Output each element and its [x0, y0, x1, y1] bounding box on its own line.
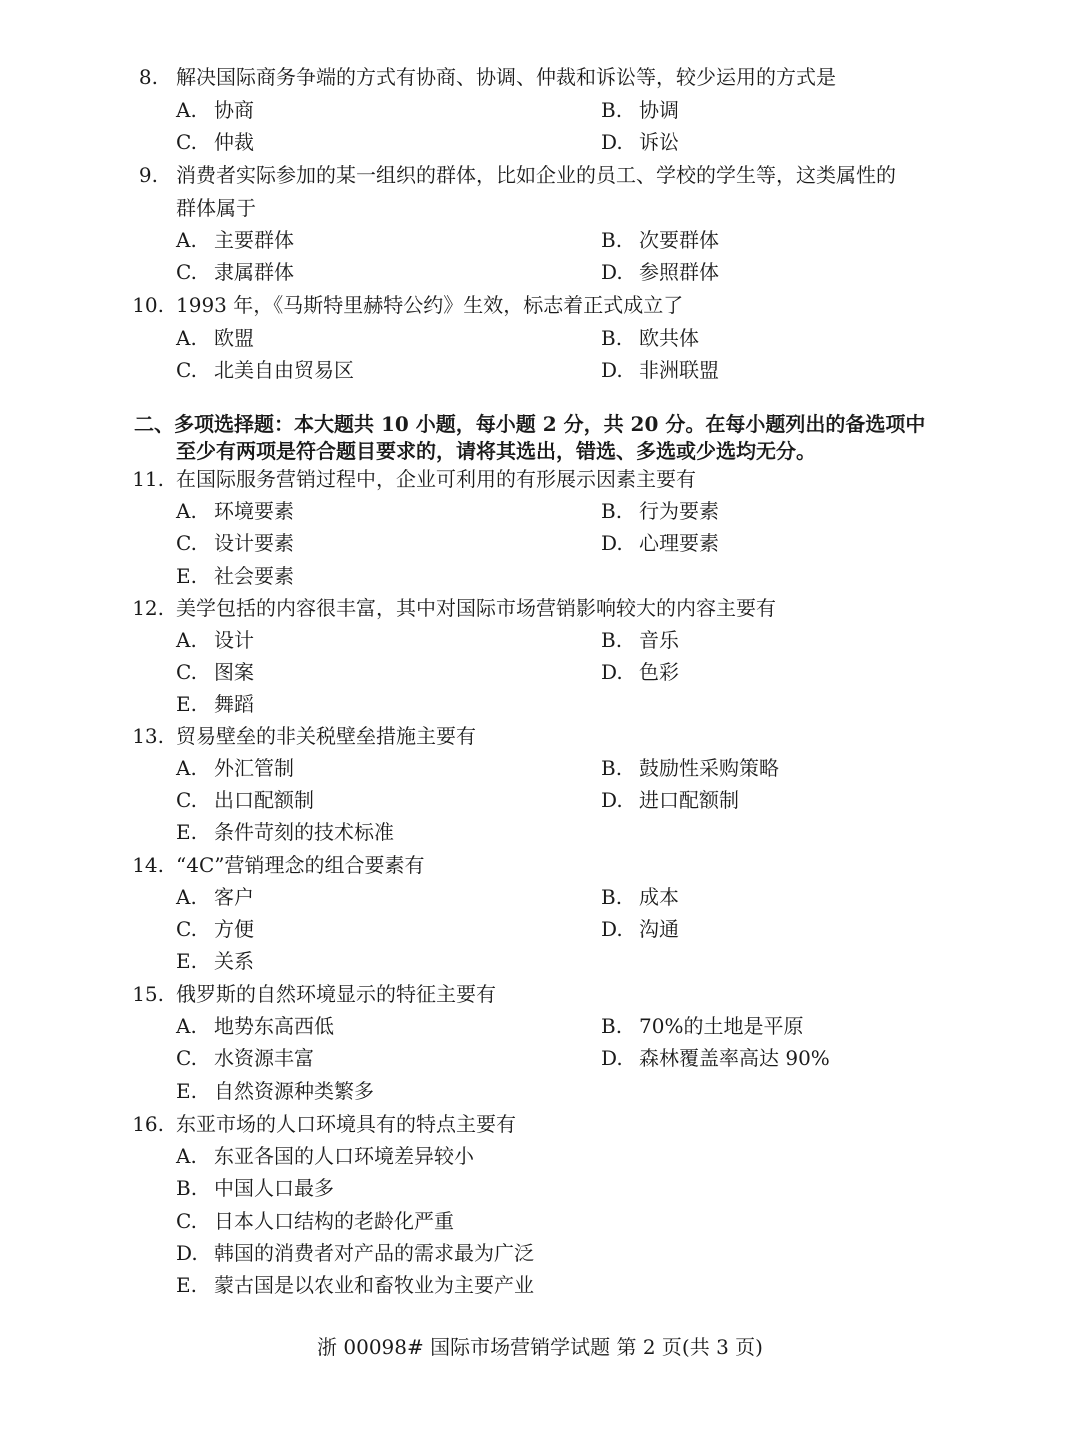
option-b: B. 协调	[601, 98, 679, 122]
question-text: 在国际服务营销过程中，企业可利用的有形展示因素主要有	[176, 467, 696, 491]
question-text: 1993 年，《马斯特里赫特公约》生效，标志着正式成立了	[176, 293, 684, 317]
option-c: C. 设计要素	[176, 531, 294, 555]
option-b: B. 行为要素	[601, 499, 719, 523]
question-number: 14.	[132, 853, 164, 877]
option-d: D. 沟通	[601, 917, 679, 941]
option-b: B. 音乐	[601, 628, 679, 652]
option-d: D. 森林覆盖率高达 90%	[601, 1046, 830, 1070]
option-d: D. 非洲联盟	[601, 358, 719, 382]
option-c: C. 水资源丰富	[176, 1046, 314, 1070]
option-d: D. 色彩	[601, 660, 679, 684]
question-text: 解决国际商务争端的方式有协商、协调、仲裁和诉讼等，较少运用的方式是	[176, 65, 836, 89]
option-e: E. 关系	[176, 949, 254, 973]
section-instructions: 至少有两项是符合题目要求的，请将其选出，错选、多选或少选均无分。	[176, 439, 816, 463]
question-number: 9.	[138, 163, 158, 187]
option-a: A. 设计	[176, 628, 254, 652]
option-c: C. 日本人口结构的老龄化严重	[176, 1209, 454, 1233]
option-a: A. 协商	[176, 98, 254, 122]
option-b: B. 70%的土地是平原	[601, 1014, 804, 1038]
option-e: E. 自然资源种类繁多	[176, 1079, 374, 1103]
question-text: 美学包括的内容很丰富，其中对国际市场营销影响较大的内容主要有	[176, 596, 776, 620]
option-e: E. 条件苛刻的技术标准	[176, 820, 394, 844]
option-a: A. 主要群体	[176, 228, 294, 252]
question-text: 东亚市场的人口环境具有的特点主要有	[176, 1112, 516, 1136]
option-a: A. 东亚各国的人口环境差异较小	[176, 1144, 474, 1168]
section-heading: 二、多项选择题：本大题共 10 小题，每小题 2 分，共 20 分。在每小题列出的备选项中	[134, 412, 926, 436]
option-c: C. 隶属群体	[176, 260, 294, 284]
option-b: B. 成本	[601, 885, 679, 909]
option-e: E. 蒙古国是以农业和畜牧业为主要产业	[176, 1273, 534, 1297]
question-text: 俄罗斯的自然环境显示的特征主要有	[176, 982, 496, 1006]
question-number: 8.	[138, 65, 158, 89]
question-number: 15.	[132, 982, 164, 1006]
option-d: D. 诉讼	[601, 130, 679, 154]
option-e: E. 社会要素	[176, 564, 294, 588]
question-text: 贸易壁垒的非关税壁垒措施主要有	[176, 724, 476, 748]
option-c: C. 出口配额制	[176, 788, 314, 812]
option-a: A. 地势东高西低	[176, 1014, 334, 1038]
option-b: B. 鼓励性采购策略	[601, 756, 779, 780]
option-b: B. 次要群体	[601, 228, 719, 252]
option-c: C. 方便	[176, 917, 254, 941]
question-text: 消费者实际参加的某一组织的群体，比如企业的员工、学校的学生等，这类属性的	[176, 163, 896, 187]
question-number: 16.	[132, 1112, 164, 1136]
question-number: 12.	[132, 596, 164, 620]
option-a: A. 欧盟	[176, 326, 254, 350]
option-b: B. 中国人口最多	[176, 1176, 334, 1200]
option-c: C. 北美自由贸易区	[176, 358, 354, 382]
option-e: E. 舞蹈	[176, 692, 254, 716]
option-c: C. 图案	[176, 660, 254, 684]
option-d: D. 参照群体	[601, 260, 719, 284]
question-number: 13.	[132, 724, 164, 748]
option-d: D. 进口配额制	[601, 788, 739, 812]
option-a: A. 环境要素	[176, 499, 294, 523]
page-footer: 浙 00098# 国际市场营销学试题 第 2 页(共 3 页)	[317, 1335, 763, 1359]
question-number: 10.	[132, 293, 164, 317]
question-text: “4C”营销理念的组合要素有	[176, 853, 425, 877]
option-c: C. 仲裁	[176, 130, 254, 154]
option-d: D. 韩国的消费者对产品的需求最为广泛	[176, 1241, 534, 1265]
question-number: 11.	[132, 467, 164, 491]
option-a: A. 客户	[176, 885, 254, 909]
option-b: B. 欧共体	[601, 326, 699, 350]
question-text-continued: 群体属于	[176, 196, 256, 220]
option-d: D. 心理要素	[601, 531, 719, 555]
option-a: A. 外汇管制	[176, 756, 294, 780]
